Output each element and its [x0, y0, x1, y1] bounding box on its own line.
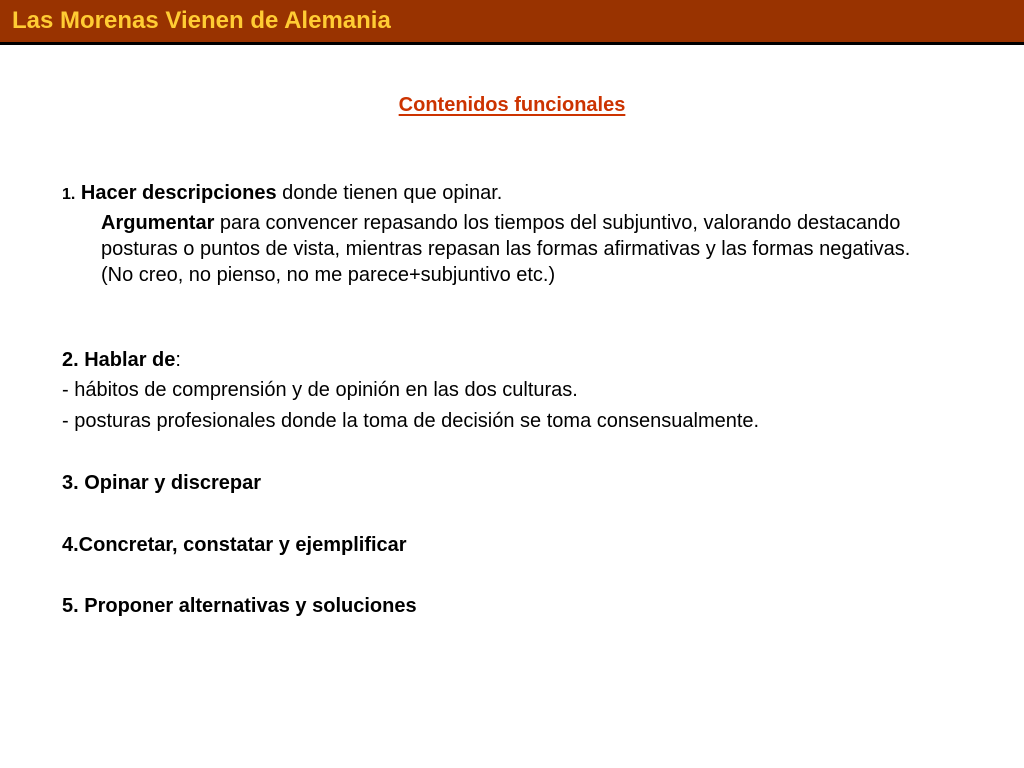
- item-1-subparagraph: [101, 210, 921, 288]
- section-subtitle: Contenidos funcionales: [398, 94, 626, 116]
- item-2-colon: :: [175, 349, 181, 371]
- item-1-sub-bold: Argumentar: [101, 212, 215, 234]
- item-5: 5. Proponer alternativas y soluciones: [62, 595, 417, 617]
- item-2-bullet-1: - hábitos de comprensión y de opinión en las dos culturas.: [62, 379, 578, 401]
- item-2-bold: 2. Hablar de: [62, 349, 176, 371]
- item-1-number: 1.: [62, 186, 76, 203]
- item-4: 4.Concretar, constatar y ejemplificar: [62, 534, 407, 556]
- item-1-sub-text: para convencer repasando los tiempos del subjuntivo, valorando destacando posturas o puntos de vista, mientras repasan las formas afirmativas y las formas negativas. (No creo, no pienso, no me parece+subjuntivo etc.): [101, 212, 911, 286]
- item-1-text: donde tienen que opinar.: [276, 182, 503, 204]
- title-bar: [0, 0, 1024, 45]
- item-1: [62, 181, 502, 207]
- item-2: [62, 348, 181, 372]
- item-1-bold: Hacer descripciones: [80, 182, 277, 204]
- slide-title: Las Morenas Vienen de Alemania: [12, 7, 391, 34]
- item-2-bullet-2: - posturas profesionales donde la toma de decisión se toma consensualmente.: [62, 410, 760, 432]
- item-3: 3. Opinar y discrepar: [62, 472, 261, 494]
